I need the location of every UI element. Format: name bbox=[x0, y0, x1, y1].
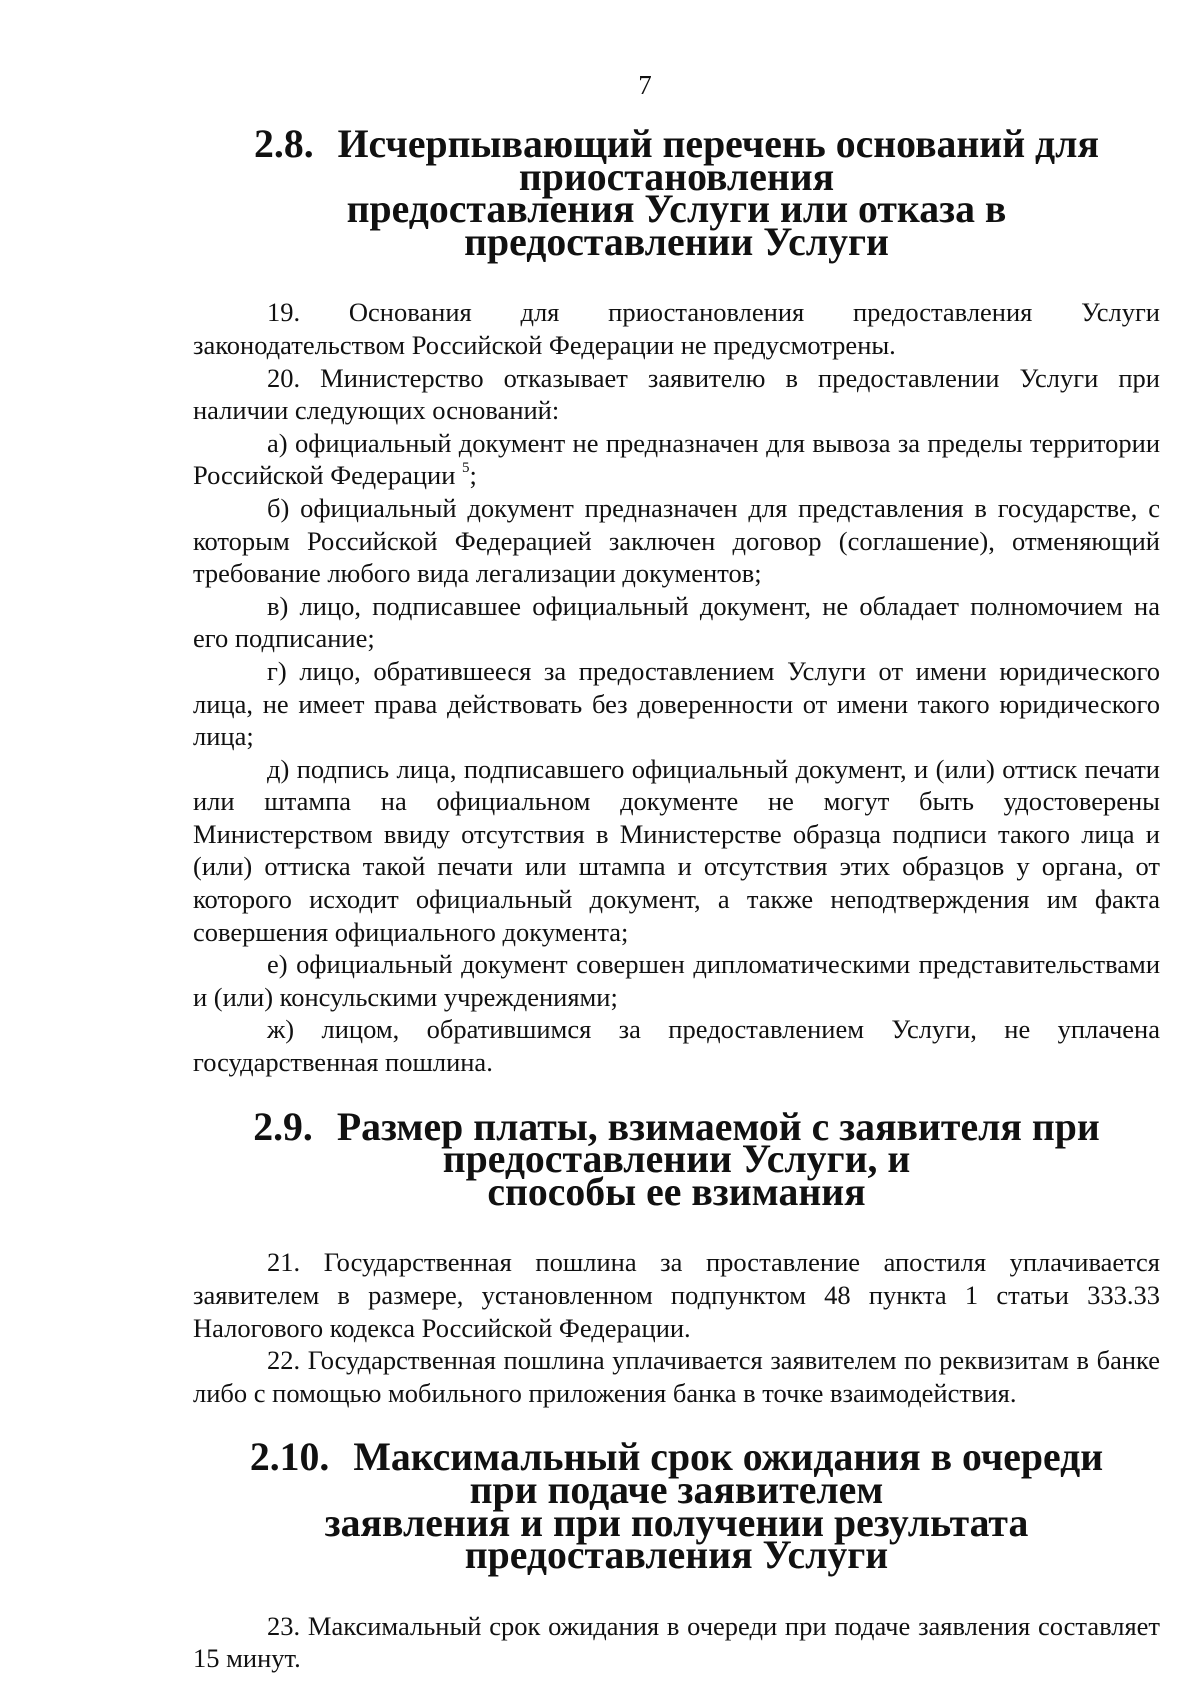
footnote-mark: 5 bbox=[462, 460, 470, 477]
paragraph: д) подпись лица, подписавшего официальный документ, и (или) оттиск печати или штампа на официальном документе не могут быть удостоверены Министерством ввиду отсутствия в Министерстве образца подписи такого лица и (или) оттиска такой печати или штампа и отсутствия этих образцов у органа, от которого исходит официальный документ, а также неподтверждения им факта совершения официального документа; bbox=[193, 753, 1160, 947]
section-number: 2.8. bbox=[254, 122, 314, 166]
section-heading-line bbox=[213, 122, 1140, 199]
paragraph-text: а) официальный документ не предназначен для вывоза за пределы территории Российской Федерации bbox=[193, 427, 1160, 491]
section-heading-line: предоставления Услуги или отказа в предоставлении Услуги bbox=[346, 187, 1007, 264]
page-number: 7 bbox=[638, 70, 652, 100]
section-number: 2.9. bbox=[253, 1104, 313, 1149]
section-heading-line bbox=[213, 1104, 1140, 1182]
paragraph: 21. Государственная пошлина за проставление апостиля уплачивается заявителем в размере, установленном подпунктом 48 пункта 1 статьи 333.33 Налогового кодекса Российской Федерации. bbox=[193, 1247, 1160, 1343]
section-heading-2-10 bbox=[193, 1435, 1160, 1578]
section-title-part: Размер платы, взимаемой с заявителя при предоставлении Услуги, и bbox=[336, 1104, 1100, 1182]
document-body bbox=[193, 122, 1160, 1675]
section-heading-2-8 bbox=[193, 122, 1160, 264]
section-heading-line: заявления и при получении результата предоставления Услуги bbox=[324, 1500, 1029, 1578]
section-heading-2-9 bbox=[193, 1104, 1160, 1214]
paragraph: 19. Основания для приостановления предоставления Услуги законодательством Российской Федерации не предусмотрены. bbox=[193, 297, 1160, 360]
paragraph bbox=[193, 427, 1160, 492]
section-heading-line bbox=[213, 1435, 1140, 1512]
paragraph: 23. Максимальный срок ожидания в очереди при подаче заявления составляет 15 минут. bbox=[193, 1610, 1160, 1674]
paragraph: в) лицо, подписавшее официальный документ, не обладает полномочием на его подписание; bbox=[193, 590, 1160, 654]
paragraph: 20. Министерство отказывает заявителю в предоставлении Услуги при наличии следующих оснований: bbox=[193, 362, 1160, 426]
paragraph: ж) лицом, обратившимся за предоставлением Услуги, не уплачена государственная пошлина. bbox=[193, 1014, 1160, 1078]
paragraph: 22. Государственная пошлина уплачивается заявителем по реквизитам в банке либо с помощью мобильного приложения банка в точке взаимодействия. bbox=[193, 1345, 1160, 1408]
paragraph: г) лицо, обратившееся за предоставлением Услуги от имени юридического лица, не имеет права действовать без доверенности от имени такого юридического лица; bbox=[193, 655, 1160, 752]
paragraph: б) официальный документ предназначен для представления в государстве, с которым Российской Федерацией заключен договор (соглашение), отменяющий требование любого вида легализации документов; bbox=[193, 492, 1160, 589]
section-title-part: Максимальный срок ожидания в очереди при подаче заявителем bbox=[353, 1435, 1104, 1512]
paragraph-punctuation: ; bbox=[469, 460, 477, 491]
section-number: 2.10. bbox=[249, 1435, 330, 1480]
section-heading-line: способы ее взимания bbox=[487, 1169, 866, 1214]
paragraph: е) официальный документ совершен дипломатическими представительствами и (или) консульскими учреждениями; bbox=[193, 949, 1160, 1012]
section-title-part: Исчерпывающий перечень оснований для приостановления bbox=[337, 122, 1099, 199]
